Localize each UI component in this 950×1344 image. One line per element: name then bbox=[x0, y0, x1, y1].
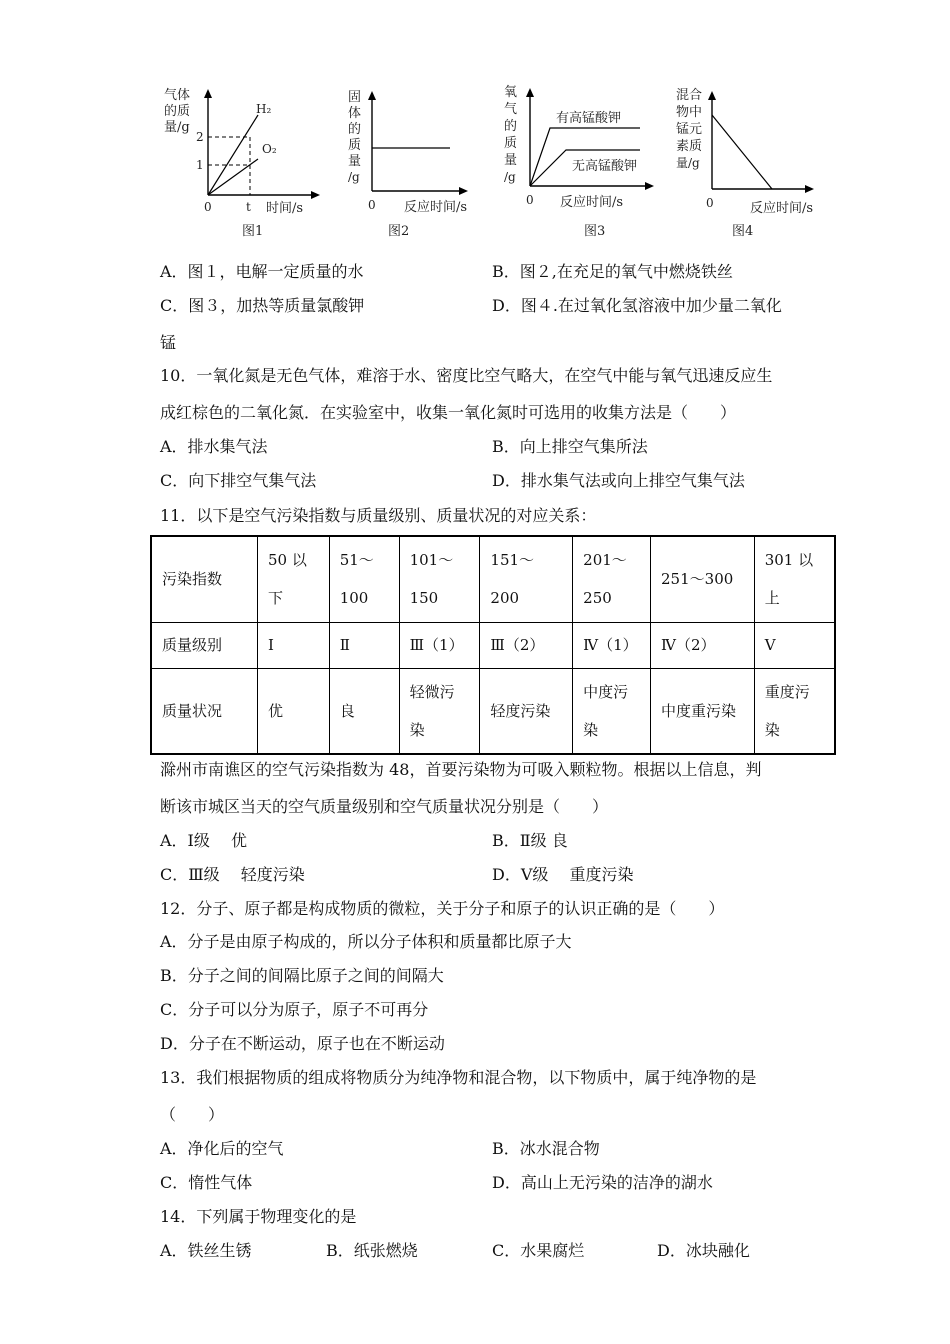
cell-line: 染 bbox=[764, 720, 780, 739]
figure-1 bbox=[158, 85, 328, 240]
q9-option-d[interactable]: D．图４.在过氧化氢溶液中加少量二氧化 bbox=[492, 296, 782, 315]
q11-after-line1: 滁州市南谯区的空气污染指数为 48，首要污染物为可吸入颗粒物。根据以上信息，判 bbox=[160, 760, 762, 779]
q10-option-c[interactable]: C．向下排空气集气法 bbox=[160, 471, 317, 490]
fig1-caption: 图1 bbox=[242, 224, 264, 239]
fig2-ylabel-3: 的 bbox=[348, 122, 362, 137]
table-cell bbox=[480, 536, 573, 622]
fig1-ylabel-2: 的质 bbox=[164, 104, 191, 119]
table-cell bbox=[573, 668, 651, 754]
fig1-label-h2: H₂ bbox=[256, 102, 272, 116]
q9-option-d-cont: 锰 bbox=[160, 333, 177, 352]
cell-line: 良 bbox=[339, 701, 355, 720]
q13-stem-line2: （ ） bbox=[160, 1105, 225, 1124]
table-cell bbox=[754, 668, 835, 754]
table-cell bbox=[257, 536, 329, 622]
fig1-ylabel-3: 量/g bbox=[164, 120, 190, 135]
fig1-tick-2: 2 bbox=[196, 130, 204, 144]
q13-stem-line1: 13．我们根据物质的组成将物质分为纯净物和混合物，以下物质中，属于纯净物的是 bbox=[160, 1068, 757, 1087]
fig3-x-arrow bbox=[645, 182, 654, 190]
q11-option-d[interactable]: D．Ⅴ级 重度污染 bbox=[492, 865, 634, 884]
cell-line: 重度污 bbox=[764, 682, 810, 701]
fig4-line bbox=[712, 115, 772, 189]
figure-3 bbox=[500, 82, 665, 240]
table-row-level bbox=[151, 622, 835, 668]
table-row-label: 污染指数 bbox=[151, 536, 257, 622]
table-row-label: 质量级别 bbox=[151, 622, 257, 668]
fig4-ylabel-1: 混合 bbox=[676, 88, 703, 103]
cell-line: 上 bbox=[764, 589, 780, 608]
fig2-ylabel-6: /g bbox=[348, 170, 360, 184]
table-cell bbox=[651, 536, 755, 622]
q11-option-a[interactable]: A．Ⅰ级 优 bbox=[160, 831, 247, 850]
cell-line: 101～ bbox=[409, 551, 454, 570]
fig4-caption: 图4 bbox=[732, 224, 754, 239]
table-cell bbox=[480, 668, 573, 754]
cell-line: 染 bbox=[583, 720, 599, 739]
fig2-y-arrow bbox=[368, 91, 376, 100]
cell-line: 中度污 bbox=[583, 682, 629, 701]
q13-option-a[interactable]: A．净化后的空气 bbox=[160, 1139, 284, 1158]
fig4-ylabel-5: 量/g bbox=[676, 156, 700, 170]
q10-option-d[interactable]: D．排水集气法或向上排空气集气法 bbox=[492, 471, 745, 490]
fig3-y-arrow bbox=[526, 88, 534, 97]
fig1-origin: 0 bbox=[204, 200, 212, 214]
q11-option-c[interactable]: C．Ⅲ级 轻度污染 bbox=[160, 865, 305, 884]
table-cell: Ⅱ bbox=[329, 622, 399, 668]
cell-line: 150 bbox=[409, 589, 439, 608]
q12-option-b[interactable]: B．分子之间的间隔比原子之间的间隔大 bbox=[160, 966, 444, 985]
fig1-tick-t: t bbox=[246, 200, 251, 214]
fig1-ylabel-1: 气体 bbox=[164, 88, 191, 103]
q14-option-a[interactable]: A．铁丝生锈 bbox=[160, 1241, 252, 1260]
fig1-y-arrow bbox=[204, 89, 212, 98]
q10-option-b[interactable]: B．向上排空气集所法 bbox=[492, 437, 648, 456]
table-cell: Ⅳ（2） bbox=[651, 622, 755, 668]
table-cell bbox=[329, 668, 399, 754]
table-row-index bbox=[151, 536, 835, 622]
fig3-xlabel: 反应时间/s bbox=[560, 195, 624, 210]
fig3-origin: 0 bbox=[526, 193, 534, 207]
q12-option-d[interactable]: D．分子在不断运动，原子也在不断运动 bbox=[160, 1034, 445, 1053]
table-cell: Ⅲ（2） bbox=[480, 622, 573, 668]
cell-line: 301 以 bbox=[764, 551, 814, 570]
fig3-label-with: 有高锰酸钾 bbox=[556, 111, 622, 126]
fig4-x-arrow bbox=[805, 185, 814, 193]
fig3-ylabel-4: 质 bbox=[504, 136, 518, 151]
cell-line: 51～ bbox=[339, 551, 374, 570]
q14-option-d[interactable]: D．冰块融化 bbox=[657, 1241, 750, 1260]
q13-option-b[interactable]: B．冰水混合物 bbox=[492, 1139, 600, 1158]
table-cell: Ⅲ（1） bbox=[399, 622, 480, 668]
cell-line: 50 以 bbox=[267, 551, 307, 570]
q14-option-c[interactable]: C．水果腐烂 bbox=[492, 1241, 585, 1260]
fig3-caption: 图3 bbox=[584, 224, 606, 239]
q9-option-b[interactable]: B．图２,在充足的氧气中燃烧铁丝 bbox=[492, 262, 733, 281]
table-cell bbox=[573, 536, 651, 622]
fig2-origin: 0 bbox=[368, 198, 376, 212]
fig1-xlabel: 时间/s bbox=[266, 201, 304, 216]
table-row-status bbox=[151, 668, 835, 754]
table-cell: Ⅴ bbox=[754, 622, 835, 668]
cell-line: 轻度污染 bbox=[490, 701, 551, 720]
fig2-x-arrow bbox=[459, 187, 468, 195]
cell-line: 100 bbox=[339, 589, 369, 608]
q14-stem: 14．下列属于物理变化的是 bbox=[160, 1207, 357, 1226]
q14-option-b[interactable]: B．纸张燃烧 bbox=[326, 1241, 418, 1260]
fig4-xlabel: 反应时间/s bbox=[750, 201, 814, 216]
cell-line: 中度重污染 bbox=[661, 701, 737, 720]
q13-option-d[interactable]: D．高山上无污染的洁净的湖水 bbox=[492, 1173, 713, 1192]
table-cell bbox=[651, 668, 755, 754]
q10-option-a[interactable]: A．排水集气法 bbox=[160, 437, 268, 456]
q10-stem-line1: 10．一氧化氮是无色气体，难溶于水、密度比空气略大，在空气中能与氧气迅速反应生 bbox=[160, 366, 773, 385]
cell-line: 优 bbox=[267, 701, 283, 720]
table-cell bbox=[329, 536, 399, 622]
fig2-xlabel: 反应时间/s bbox=[404, 200, 468, 215]
table-cell bbox=[399, 668, 480, 754]
fig3-line-with bbox=[530, 128, 640, 186]
figure-2 bbox=[342, 85, 482, 240]
q12-option-c[interactable]: C．分子可以分为原子，原子不可再分 bbox=[160, 1000, 429, 1019]
cell-line: 151～200 bbox=[490, 551, 535, 608]
q12-option-a[interactable]: A．分子是由原子构成的，所以分子体积和质量都比原子大 bbox=[160, 932, 572, 951]
fig4-ylabel-3: 锰元 bbox=[676, 122, 703, 137]
cell-line: 染 bbox=[409, 720, 425, 739]
fig1-tick-1: 1 bbox=[196, 158, 204, 172]
figure-4 bbox=[672, 85, 832, 240]
cell-line: 250 bbox=[583, 589, 612, 608]
fig4-ylabel-4: 素质 bbox=[676, 139, 703, 154]
fig4-ylabel-2: 物中 bbox=[676, 105, 703, 120]
q11-option-b[interactable]: B．Ⅱ级 良 bbox=[492, 831, 568, 850]
cell-line: 251～300 bbox=[661, 570, 734, 589]
cell-line: 轻微污 bbox=[409, 682, 455, 701]
table-cell: Ⅰ bbox=[257, 622, 329, 668]
fig2-caption: 图2 bbox=[388, 224, 410, 239]
fig1-x-arrow bbox=[311, 191, 320, 199]
q10-stem-line2: 成红棕色的二氧化氮．在实验室中，收集一氧化氮时可选用的收集方法是（ ） bbox=[160, 403, 737, 422]
fig1-label-o2: O₂ bbox=[262, 142, 277, 156]
table-cell: Ⅳ（1） bbox=[573, 622, 651, 668]
q13-option-c[interactable]: C．惰性气体 bbox=[160, 1173, 253, 1192]
q12-stem: 12．分子、原子都是构成物质的微粒，关于分子和原子的认识正确的是（ ） bbox=[160, 899, 725, 918]
fig2-ylabel-2: 体 bbox=[348, 106, 362, 121]
q9-option-a[interactable]: A．图１，电解一定质量的水 bbox=[160, 262, 364, 281]
fig3-ylabel-3: 的 bbox=[504, 119, 518, 134]
table-cell bbox=[754, 536, 835, 622]
fig3-ylabel-1: 氧 bbox=[504, 85, 518, 100]
q9-option-c[interactable]: C．图３，加热等质量氯酸钾 bbox=[160, 296, 365, 315]
fig3-ylabel-2: 气 bbox=[504, 102, 518, 117]
fig3-label-without: 无高锰酸钾 bbox=[572, 159, 638, 174]
table-row-label: 质量状况 bbox=[151, 668, 257, 754]
fig4-y-arrow bbox=[708, 91, 716, 100]
q11-after-line2: 断该市城区当天的空气质量级别和空气质量状况分别是（ ） bbox=[160, 797, 609, 816]
pollution-table bbox=[150, 535, 836, 755]
cell-line: 201～ bbox=[583, 551, 627, 570]
fig2-ylabel-1: 固 bbox=[348, 90, 362, 105]
fig2-ylabel-4: 质 bbox=[348, 138, 362, 153]
fig3-ylabel-5: 量 bbox=[504, 153, 518, 168]
fig3-ylabel-6: /g bbox=[504, 170, 516, 184]
cell-line: 下 bbox=[267, 589, 283, 608]
table-cell bbox=[257, 668, 329, 754]
q11-stem: 11．以下是空气污染指数与质量级别、质量状况的对应关系： bbox=[160, 506, 597, 525]
fig2-ylabel-5: 量 bbox=[348, 154, 362, 169]
fig4-origin: 0 bbox=[706, 196, 714, 210]
table-cell bbox=[399, 536, 480, 622]
